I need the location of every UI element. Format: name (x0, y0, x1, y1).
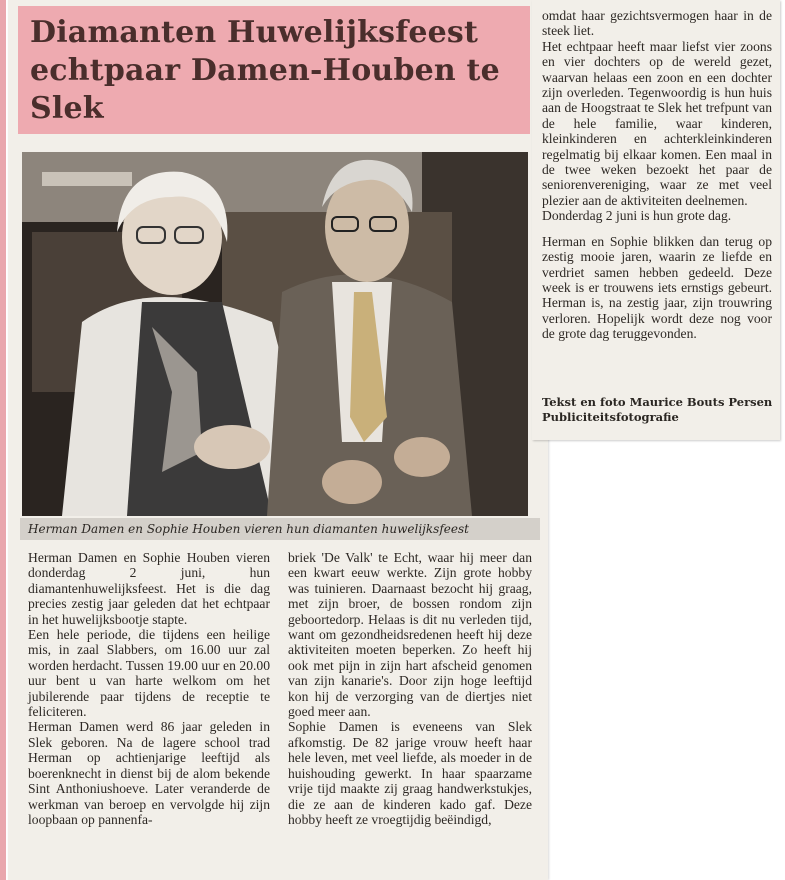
paragraph: Sophie Damen is eveneens van Slek afkomstig. De 82 jarige vrouw heeft haar hele leven, met veel liefde, als moeder in de huishouding gewerkt. In haar spaarzame vrije tijd maakte zij graag handwerkstukjes, die ze aan de kinderen kado gaf. Deze hobby heeft ze vroegtijdig beëindigd, (288, 719, 532, 827)
photo-credit: Tekst en foto Maurice Bouts Persen Publiciteitsfotografie (542, 395, 773, 424)
headline-box (18, 6, 530, 134)
article-column-2 (288, 550, 532, 827)
paragraph: Herman Damen en Sophie Houben vieren donderdag 2 juni, hun diamantenhuwelijksfeest. Het is die dag precies zestig jaar geleden dat het echtpaar in het huwelijksbootje stapte. (28, 550, 270, 627)
paragraph: Het echtpaar heeft maar liefst vier zoons en vier dochters op de wereld gezet, waarvan helaas een zoon en een dochter zijn overleden. Tegenwoordig is hun huis aan de Hoogstraat te Slek het trefpunt van de hele familie, waar kinderen, kleinkinderen en achterkleinkinderen regelmatig bij elkaar komen. Een maal in de twee weken bezoekt het paar de seniorenvereniging, waar ze met veel plezier aan de aktiviteiten deelnemen. (542, 38, 772, 208)
paragraph: Een hele periode, die tijdens een heilige mis, in zaal Slabbers, om 16.00 uur zal worden herdacht. Tussen 19.00 uur en 20.00 uur bent u van harte welkom om het jubilerende paar tijdens de receptie te feliciteren. (28, 627, 270, 720)
article-column-1 (28, 550, 270, 827)
paragraph: Herman en Sophie blikken dan terug op zestig mooie jaren, waarin ze liefde en verdriet samen hebben gedeeld. Deze week is er trouwens iets ernstigs gebeurt. Herman is, na zestig jaar, zijn trouwring verloren. Hopelijk wordt deze nog voor de grote dag teruggevonden. (542, 233, 772, 342)
photo-caption: Herman Damen en Sophie Houben vieren hun diamanten huwelijksfeest (20, 518, 540, 540)
paragraph: Herman Damen werd 86 jaar geleden in Slek geboren. Na de lagere school trad Herman op achtienjarige leeftijd als boerenknecht in dienst bij de alom bekende Sint Anthoniushoeve. Later veranderde de werkman van beroep en vervolgde hij zijn loopbaan op pannenfa- (28, 719, 270, 827)
headline: Diamanten Huwelijksfeest echtpaar Damen-Houben te Slek (30, 15, 500, 126)
couple-photo (22, 152, 528, 516)
paragraph: omdat haar gezichtsvermogen haar in de steek liet. (542, 8, 772, 39)
paragraph: briek 'De Valk' te Echt, waar hij meer dan een kwart eeuw werkte. Zijn grote hobby was tuinieren. Daarnaast bezocht hij graag, met zijn broer, de bossen rondom zijn geboortedorp. Helaas is dit nu verleden tijd, want om gezondheidsredenen heeft hij deze aktiviteiten moeten beperken. Zo heeft hij ook met pijn in zijn hart afscheid genomen van zijn kanarie's. Door zijn hoge leeftijd kon hij de verzorging van de diertjes niet goed meer aan. (288, 550, 532, 720)
page-edge (0, 0, 6, 880)
article-column-3 (542, 8, 772, 342)
article-photo (22, 152, 528, 516)
paragraph: Donderdag 2 juni is hun grote dag. (542, 208, 732, 224)
